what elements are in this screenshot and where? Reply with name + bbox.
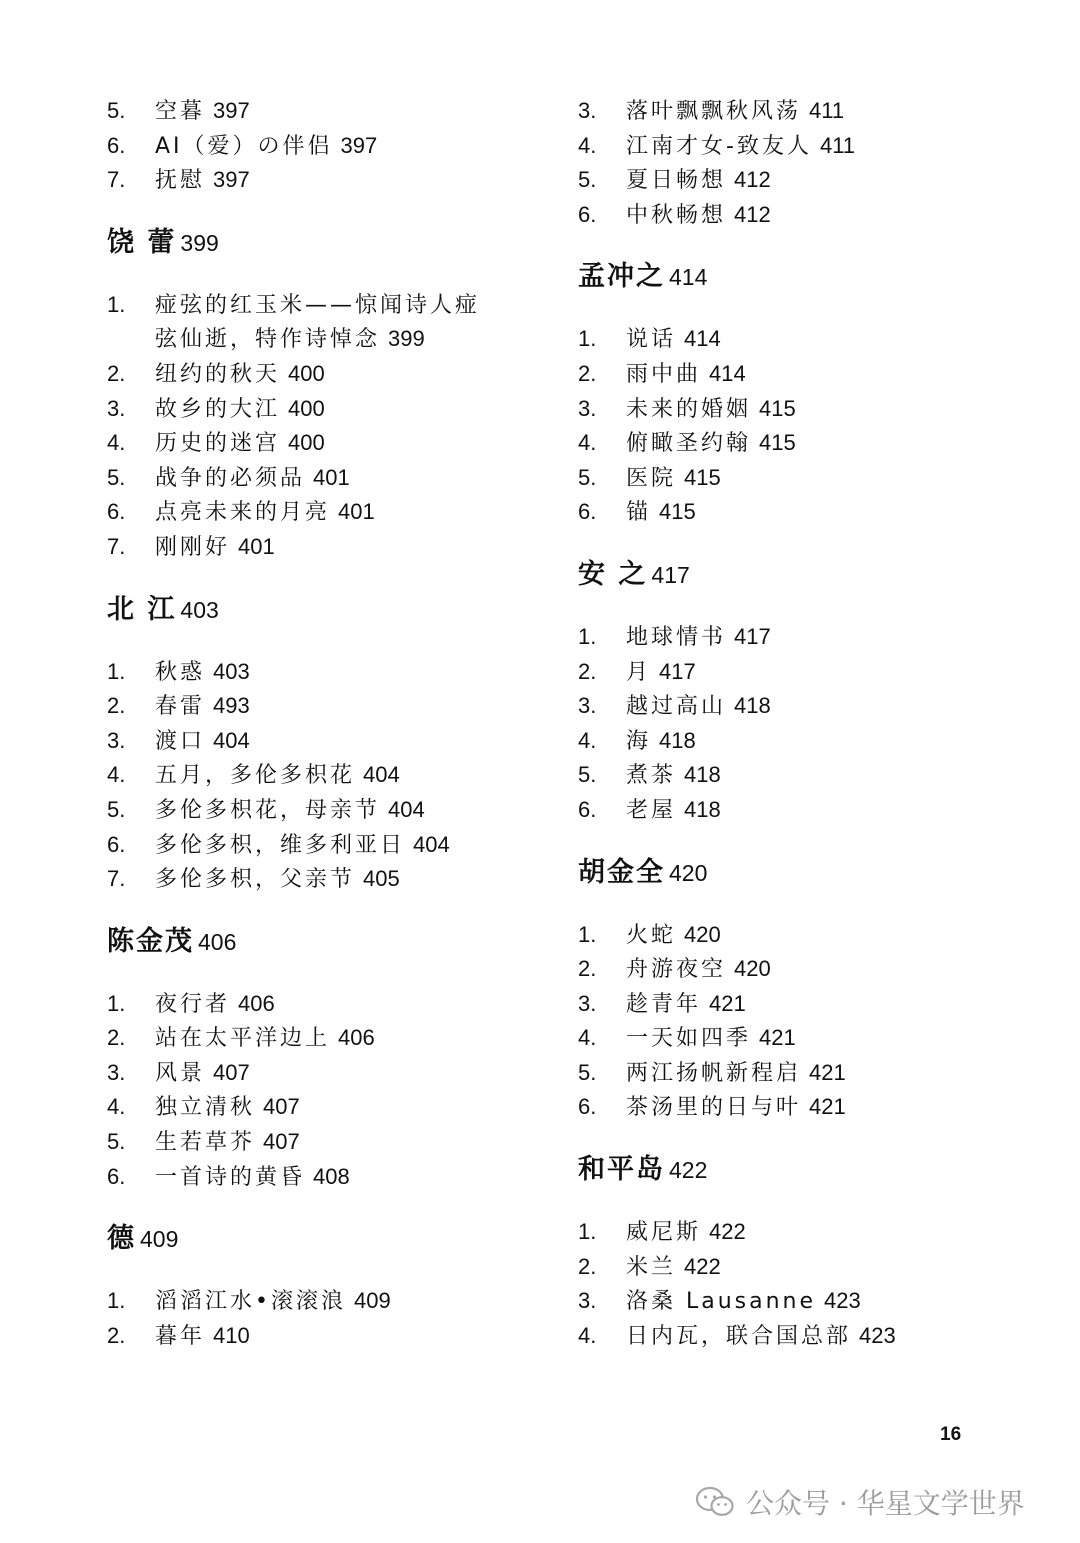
entry-number: 4. bbox=[578, 1322, 597, 1348]
author-section bbox=[107, 924, 557, 1195]
entry-page: 399 bbox=[388, 326, 425, 352]
entry-number: 5. bbox=[107, 796, 126, 822]
toc-sections bbox=[578, 259, 1048, 1353]
entry-number: 7. bbox=[107, 167, 126, 193]
toc-entry bbox=[578, 163, 1048, 198]
entry-title: 抚慰 397 bbox=[155, 167, 250, 194]
author-section bbox=[578, 557, 1048, 828]
entry-title: 威尼斯 422 bbox=[626, 1219, 746, 1246]
toc-entry bbox=[578, 322, 1048, 357]
entry-number: 4. bbox=[578, 1025, 597, 1051]
entry-page: 409 bbox=[353, 1288, 391, 1314]
entry-page: 404 bbox=[213, 727, 250, 753]
entry-page: 412 bbox=[734, 201, 771, 227]
author-heading bbox=[578, 1152, 1048, 1188]
entry-page: 420 bbox=[684, 921, 721, 947]
entry-title: 渡口 404 bbox=[155, 727, 250, 754]
toc-entry bbox=[578, 1319, 1048, 1354]
entry-title: 老屋 418 bbox=[626, 796, 721, 823]
entry-title: 滔滔江水•滚滚浪 409 bbox=[155, 1288, 391, 1315]
entry-page: 412 bbox=[734, 167, 771, 193]
watermark-text: 公众号 · 华星文学世界 bbox=[746, 1487, 1025, 1520]
entry-title: 落叶飘飘秋风荡 411 bbox=[626, 98, 845, 124]
toc-entry bbox=[107, 94, 557, 129]
entry-number: 4. bbox=[578, 132, 597, 158]
author-page: 414 bbox=[669, 264, 708, 291]
entry-page: 400 bbox=[288, 430, 325, 456]
toc-entry bbox=[107, 1090, 557, 1125]
entry-number: 5. bbox=[578, 1059, 597, 1085]
toc-entry bbox=[578, 620, 1048, 655]
entry-number: 1. bbox=[107, 1288, 126, 1314]
entry-page: 408 bbox=[313, 1163, 350, 1189]
entry-page: 418 bbox=[684, 762, 721, 788]
poem-list bbox=[107, 1284, 557, 1353]
entry-number: 5. bbox=[578, 762, 597, 788]
entry-page: 415 bbox=[659, 499, 696, 525]
author-name: 胡金全 bbox=[578, 856, 665, 888]
toc-entry bbox=[578, 1021, 1048, 1056]
toc-entry bbox=[578, 495, 1048, 530]
author-page: 399 bbox=[180, 229, 219, 256]
entry-page: 421 bbox=[759, 1025, 796, 1051]
entry-page: 407 bbox=[213, 1059, 250, 1085]
author-heading bbox=[107, 1221, 557, 1257]
entry-title: 未来的婚姻 415 bbox=[626, 395, 796, 422]
entry-page: 411 bbox=[809, 98, 845, 123]
entry-title: 月 417 bbox=[626, 658, 696, 685]
entry-title: 江南才女-致友人 411 bbox=[626, 132, 856, 159]
entry-title: 空暮 397 bbox=[155, 98, 250, 124]
toc-entry bbox=[107, 288, 557, 323]
toc-entry bbox=[107, 758, 557, 793]
entry-number: 1. bbox=[578, 326, 597, 352]
entry-number: 5. bbox=[578, 464, 597, 490]
entry-title: 说话 414 bbox=[626, 326, 721, 353]
entry-number: 4. bbox=[578, 430, 597, 456]
toc-entry bbox=[578, 1250, 1048, 1285]
author-section bbox=[107, 225, 557, 565]
author-heading bbox=[578, 557, 1048, 593]
entry-page: 397 bbox=[213, 167, 250, 193]
entry-number: 3. bbox=[578, 693, 597, 719]
watermark bbox=[696, 1482, 1025, 1522]
toc-entry bbox=[107, 689, 557, 724]
entry-page: 415 bbox=[759, 395, 796, 421]
entry-number: 6. bbox=[578, 1094, 597, 1120]
entry-title: 一首诗的黄昏 408 bbox=[155, 1163, 350, 1190]
entry-title: 秋惑 403 bbox=[155, 658, 250, 685]
entry-page: 421 bbox=[709, 990, 746, 1016]
entry-number: 5. bbox=[578, 167, 597, 193]
toc-entry bbox=[578, 689, 1048, 724]
entry-number: 2. bbox=[578, 360, 597, 386]
toc-entry bbox=[578, 918, 1048, 953]
entry-page: 401 bbox=[338, 499, 375, 525]
toc-entry bbox=[107, 724, 557, 759]
entry-page: 415 bbox=[684, 464, 721, 490]
entry-page: 493 bbox=[213, 693, 250, 719]
toc-pre-items bbox=[107, 94, 557, 198]
toc-entry bbox=[107, 163, 557, 198]
entry-number: 3. bbox=[107, 1059, 126, 1085]
entry-page: 401 bbox=[313, 464, 350, 490]
toc-entry bbox=[578, 1284, 1048, 1319]
toc-sections bbox=[107, 225, 557, 1354]
toc-entry bbox=[107, 530, 557, 565]
entry-number: 1. bbox=[107, 990, 126, 1016]
entry-number: 3. bbox=[578, 395, 597, 421]
entry-number: 7. bbox=[107, 866, 126, 892]
entry-page: 397 bbox=[213, 98, 250, 123]
author-name: 和平岛 bbox=[578, 1154, 665, 1186]
entry-title: 弦仙逝，特作诗悼念 399 bbox=[155, 326, 425, 353]
entry-number: 3. bbox=[107, 395, 126, 421]
entry-number: 2. bbox=[578, 658, 597, 684]
author-heading bbox=[107, 225, 557, 261]
poem-list bbox=[107, 655, 557, 897]
toc-entry bbox=[578, 987, 1048, 1022]
poem-list bbox=[578, 620, 1048, 828]
entry-number: 7. bbox=[107, 533, 126, 559]
entry-page: 400 bbox=[288, 360, 325, 386]
entry-page: 401 bbox=[238, 533, 275, 559]
toc-entry bbox=[107, 357, 557, 392]
entry-page: 406 bbox=[238, 990, 275, 1016]
entry-page: 410 bbox=[213, 1322, 250, 1348]
entry-title: AI（爱）の伴侣 397 bbox=[155, 132, 378, 159]
author-page: 417 bbox=[651, 561, 690, 588]
toc-entry bbox=[107, 1284, 557, 1319]
toc-entry bbox=[578, 129, 1048, 164]
entry-title: 纽约的秋天 400 bbox=[155, 360, 325, 387]
entry-title: 生若草芥 407 bbox=[155, 1129, 300, 1156]
entry-number: 5. bbox=[107, 98, 126, 123]
toc-entry bbox=[578, 198, 1048, 233]
entry-page: 417 bbox=[659, 658, 696, 684]
poem-list bbox=[107, 288, 557, 565]
entry-page: 397 bbox=[340, 132, 378, 158]
entry-title: 春雷 493 bbox=[155, 693, 250, 720]
entry-title: 舟游夜空 420 bbox=[626, 956, 771, 983]
entry-page: 404 bbox=[413, 831, 450, 857]
entry-page: 404 bbox=[363, 762, 400, 788]
entry-page: 411 bbox=[819, 132, 856, 158]
toc-entry bbox=[578, 94, 1048, 129]
entry-page: 417 bbox=[734, 623, 771, 649]
entry-page: 414 bbox=[709, 360, 746, 386]
page-number: 16 bbox=[940, 1424, 962, 1445]
author-section bbox=[578, 1152, 1048, 1353]
author-heading bbox=[107, 592, 557, 628]
entry-page: 403 bbox=[213, 658, 250, 684]
toc-entry bbox=[578, 1215, 1048, 1250]
entry-page: 405 bbox=[363, 866, 400, 892]
entry-title: 雨中曲 414 bbox=[626, 360, 746, 387]
entry-number: 3. bbox=[578, 98, 597, 123]
entry-number: 3. bbox=[107, 727, 126, 753]
entry-page: 422 bbox=[684, 1253, 721, 1279]
poem-list bbox=[578, 322, 1048, 530]
entry-number: 1. bbox=[578, 623, 597, 649]
author-page: 406 bbox=[198, 928, 237, 955]
toc-entry bbox=[578, 357, 1048, 392]
entry-page: 407 bbox=[263, 1094, 300, 1120]
entry-title: 历史的迷宫 400 bbox=[155, 430, 325, 457]
entry-title: 煮茶 418 bbox=[626, 762, 721, 789]
entry-title: 茶汤里的日与叶 421 bbox=[626, 1094, 846, 1121]
toc-entry bbox=[107, 1319, 557, 1354]
toc-right-column bbox=[578, 94, 1048, 1353]
entry-title: 火蛇 420 bbox=[626, 921, 721, 948]
entry-number: 6. bbox=[578, 201, 597, 227]
toc-entry bbox=[107, 828, 557, 863]
toc-entry bbox=[107, 1160, 557, 1195]
entry-number bbox=[107, 322, 155, 357]
entry-number: 1. bbox=[107, 291, 126, 317]
entry-number: 6. bbox=[107, 499, 126, 525]
entry-page: 418 bbox=[684, 796, 721, 822]
entry-title: 地球情书 417 bbox=[626, 623, 771, 650]
author-section bbox=[107, 592, 557, 897]
entry-title: 独立清秋 407 bbox=[155, 1094, 300, 1121]
entry-title: 暮年 410 bbox=[155, 1322, 250, 1349]
entry-number: 5. bbox=[107, 1129, 126, 1155]
entry-number: 4. bbox=[107, 1094, 126, 1120]
entry-number: 5. bbox=[107, 464, 126, 490]
entry-title: 越过高山 418 bbox=[626, 693, 771, 720]
entry-title: 痖弦的红玉米——惊闻诗人痖 bbox=[155, 292, 481, 318]
toc-entry bbox=[107, 392, 557, 427]
entry-number: 2. bbox=[578, 956, 597, 982]
entry-number: 6. bbox=[107, 831, 126, 857]
entry-title: 一天如四季 421 bbox=[626, 1025, 796, 1052]
entry-page: 421 bbox=[809, 1059, 846, 1085]
toc-entry bbox=[578, 952, 1048, 987]
toc-entry bbox=[107, 129, 557, 164]
toc-entry bbox=[107, 862, 557, 897]
entry-number: 1. bbox=[107, 658, 126, 684]
entry-number: 2. bbox=[107, 1322, 126, 1348]
entry-number: 6. bbox=[107, 1163, 126, 1189]
toc-entry bbox=[578, 758, 1048, 793]
author-heading bbox=[578, 855, 1048, 891]
toc-entry bbox=[578, 655, 1048, 690]
entry-page: 422 bbox=[709, 1219, 746, 1245]
entry-number: 1. bbox=[578, 921, 597, 947]
entry-page: 418 bbox=[659, 727, 696, 753]
entry-page: 400 bbox=[288, 395, 325, 421]
entry-title: 日内瓦，联合国总部 423 bbox=[626, 1322, 896, 1349]
toc-left-column bbox=[107, 94, 557, 1353]
entry-title: 战争的必须品 401 bbox=[155, 464, 350, 491]
entry-number: 6. bbox=[107, 132, 126, 158]
toc-entry bbox=[578, 426, 1048, 461]
entry-title: 洛桑 Lausanne 423 bbox=[626, 1288, 861, 1315]
entry-title: 多伦多枳花，母亲节 404 bbox=[155, 796, 425, 823]
entry-title: 中秋畅想 412 bbox=[626, 201, 771, 228]
toc-entry bbox=[107, 987, 557, 1022]
author-section bbox=[578, 855, 1048, 1126]
author-name: 北 江 bbox=[107, 593, 177, 625]
author-name: 陈金茂 bbox=[107, 925, 194, 957]
entry-page: 420 bbox=[734, 956, 771, 982]
entry-page: 423 bbox=[824, 1288, 861, 1314]
entry-number: 4. bbox=[107, 430, 126, 456]
entry-title: 多伦多枳，父亲节 405 bbox=[155, 866, 400, 893]
entry-page: 407 bbox=[263, 1129, 300, 1155]
toc-entry bbox=[107, 793, 557, 828]
entry-title: 锚 415 bbox=[626, 499, 696, 526]
toc-entry bbox=[578, 392, 1048, 427]
author-name: 孟冲之 bbox=[578, 261, 665, 293]
entry-title: 点亮未来的月亮 401 bbox=[155, 499, 375, 526]
toc-entry bbox=[578, 1090, 1048, 1125]
entry-title: 刚刚好 401 bbox=[155, 533, 275, 560]
author-heading bbox=[578, 259, 1048, 295]
entry-title: 站在太平洋边上 406 bbox=[155, 1025, 375, 1052]
entry-title: 两江扬帆新程启 421 bbox=[626, 1059, 846, 1086]
entry-number: 2. bbox=[578, 1253, 597, 1279]
entry-number: 2. bbox=[107, 360, 126, 386]
author-name: 饶 蕾 bbox=[107, 226, 177, 258]
entry-number: 6. bbox=[578, 796, 597, 822]
author-page: 420 bbox=[669, 859, 708, 886]
entry-page: 423 bbox=[859, 1322, 896, 1348]
toc-entry bbox=[107, 426, 557, 461]
entry-title: 故乡的大江 400 bbox=[155, 395, 325, 422]
toc-entry bbox=[107, 495, 557, 530]
toc-pre-items bbox=[578, 94, 1048, 232]
entry-title: 夜行者 406 bbox=[155, 990, 275, 1017]
entry-title: 俯瞰圣约翰 415 bbox=[626, 430, 796, 457]
entry-title: 五月，多伦多枳花 404 bbox=[155, 762, 400, 789]
entry-title: 海 418 bbox=[626, 727, 696, 754]
entry-number: 3. bbox=[578, 1288, 597, 1314]
entry-title: 夏日畅想 412 bbox=[626, 167, 771, 194]
entry-page: 404 bbox=[388, 796, 425, 822]
entry-page: 418 bbox=[734, 693, 771, 719]
poem-list bbox=[578, 918, 1048, 1126]
poem-list bbox=[107, 987, 557, 1195]
entry-number: 1. bbox=[578, 1219, 597, 1245]
entry-title: 趁青年 421 bbox=[626, 990, 746, 1017]
entry-page: 415 bbox=[759, 430, 796, 456]
author-name: 德 bbox=[107, 1223, 136, 1255]
author-page: 409 bbox=[140, 1226, 179, 1253]
toc-entry bbox=[578, 1056, 1048, 1091]
wechat-icon bbox=[696, 1486, 734, 1518]
toc-entry bbox=[578, 793, 1048, 828]
toc-entry bbox=[578, 724, 1048, 759]
entry-page: 421 bbox=[809, 1094, 846, 1120]
poem-list bbox=[578, 1215, 1048, 1353]
toc-entry bbox=[107, 1125, 557, 1160]
toc-entry bbox=[107, 461, 557, 496]
author-heading bbox=[107, 924, 557, 960]
entry-number: 2. bbox=[107, 693, 126, 719]
entry-page: 414 bbox=[684, 326, 721, 352]
author-section bbox=[578, 259, 1048, 530]
author-page: 403 bbox=[180, 596, 219, 623]
entry-number: 4. bbox=[578, 727, 597, 753]
entry-number: 3. bbox=[578, 990, 597, 1016]
author-name: 安 之 bbox=[578, 558, 648, 590]
toc-entry bbox=[578, 461, 1048, 496]
toc-entry bbox=[107, 655, 557, 690]
entry-title: 米兰 422 bbox=[626, 1253, 721, 1280]
author-section bbox=[107, 1221, 557, 1353]
entry-number: 6. bbox=[578, 499, 597, 525]
entry-title: 医院 415 bbox=[626, 464, 721, 491]
toc-entry bbox=[107, 1021, 557, 1056]
toc-entry bbox=[107, 1056, 557, 1091]
entry-title: 风景 407 bbox=[155, 1059, 250, 1086]
author-page: 422 bbox=[669, 1157, 708, 1184]
entry-page: 406 bbox=[338, 1025, 375, 1051]
entry-title: 多伦多枳，维多利亚日 404 bbox=[155, 831, 450, 858]
toc-entry bbox=[107, 322, 557, 357]
entry-number: 4. bbox=[107, 762, 126, 788]
entry-number: 2. bbox=[107, 1025, 126, 1051]
